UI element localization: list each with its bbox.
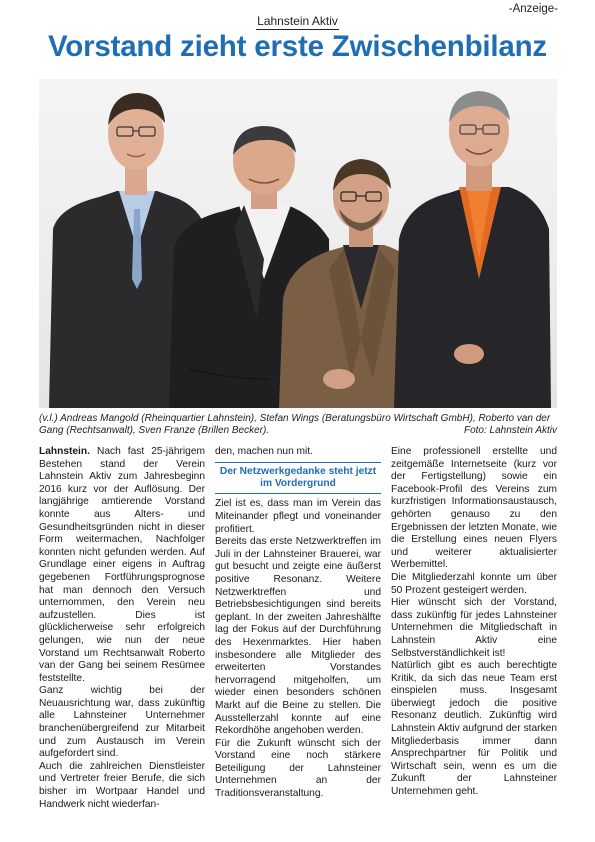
subheading: Der Netzwerkgedanke steht jetzt im Vordergrund [215,462,381,495]
article-body [39,446,557,811]
paragraph [39,446,205,685]
dateline: Lahnstein. [39,446,90,457]
paragraph: Ganz wichtig bei der Neuausrichtung war, dass zukünftig alle Lahnsteiner Unternehmer branchenübergreifend zur Mitarbeit und zum Austausch im Verein aufgefordert sind. [39,685,205,760]
article-column-2 [215,446,381,811]
group-photo [39,79,557,408]
photo-caption [39,413,557,437]
paragraph: Bereits das erste Netzwerktreffen im Juli in der Lahnsteiner Brauerei, war gut besucht und zeigte eine äußerst positive Resonanz. Weitere Netzwerktreffen und Betriebsbesichtigungen sind bereits geplant. In der zweiten Jahreshälfte lag der Fokus auf der Durchführung des Hexenmarktes. Hier haben insbesondere alle Mitglieder des erweiterten Vorstandes hervorragend mitgeholfen, um wieder einen besonders schönen Markt auf die Beine zu stellen. Die Ausstellerzahl konnte auf eine Rekordhöhe angehoben werden. [215,536,381,737]
paragraph: den, machen nun mit. [215,446,313,457]
ad-label: -Anzeige- [508,3,558,15]
headline: Vorstand zieht erste Zwischenbilanz [48,30,547,63]
paragraph: Für die Zukunft wünscht sich der Vorstand eine noch stärkere Beteiligung der Lahnsteiner Unternehmen an der Traditionsveranstaltung. [215,737,381,800]
kicker [0,14,595,28]
group-photo-illustration [39,79,557,408]
photo-credit: Foto: Lahnstein Aktiv [463,425,557,436]
article-column-1 [39,446,205,811]
person-4 [394,91,551,408]
lead-text: Nach fast 25-jährigem Bestehen stand der Verein Lahnstein Aktiv zum Jahresbeginn 2016 kurz vor der Auflösung. Der langjährige amtierende Vorstand konnte aus Alters- und Gesundheitsgründen nicht in dieser Form weitermachen, Nachfolger konnten nicht gefunden werden. Auf Grundlage einer eigens in Auftrag gegebenen Fortführungsprognose hat man dennoch den Versuch unternommen, den Verein neu aufzustellen. Dies ist glücklicherweise sehr erfolgreich gelungen, wie nun der neue Vorstand um Rechtsanwalt Roberto van der Gang bei seinem Resümee feststellte. [39,446,205,684]
paragraph: Natürlich gibt es auch berechtigte Kritik, da sich das neue Team erst einspielen muss. Insgesamt überwiegt jedoch die positive Resonanz deutlich. Zukünftig wird Lahnstein Aktiv aufgrund der starken Mitgliederbasis immer dann Ansprechpartner für Politik und Wirtschaft sein, wenn es um die Zukunft der Lahnsteiner Unternehmen geht. [391,660,557,798]
caption-text: (v.l.) Andreas Mangold (Rheinquartier Lahnstein), Stefan Wings (Beratungsbüro Wirtschaft GmbH), Roberto van der Gang (Rechtsanwalt), Sven Franze (Brillen Becker). [39,413,551,436]
kicker-text: Lahnstein Aktiv [257,14,338,28]
article-column-3 [391,446,557,811]
paragraph: Hier wünscht sich der Vorstand, dass zukünftig für jedes Lahnsteiner Unternehmen die Mitgliedschaft in Lahnstein Aktiv eine Selbstverständlichkeit ist! [391,597,557,659]
paragraph: Eine professionell erstellte und zeitgemäße Internetseite (kurz vor der Fertigstellung) sowie ein Facebook-Profil des Vereins zum kurzfristigen Informationsaustausch, gehörten genauso zu den Ergebnissen der letzten Monate, wie die Erstellung eines neuen Flyers und weiterer aktualisierter Werbemittel. [391,446,557,571]
paragraph: Die Mitgliederzahl konnte um über 50 Prozent gesteigert werden. [391,571,557,596]
paragraph: Ziel ist es, dass man im Verein das Miteinander pflegt und voneinander profitiert. [215,498,381,535]
paragraph: Auch die zahlreichen Dienstleister und Vertreter freier Berufe, die sich bisher im Wortpaar Handel und Handwerk nicht wiederfan- [39,760,205,810]
